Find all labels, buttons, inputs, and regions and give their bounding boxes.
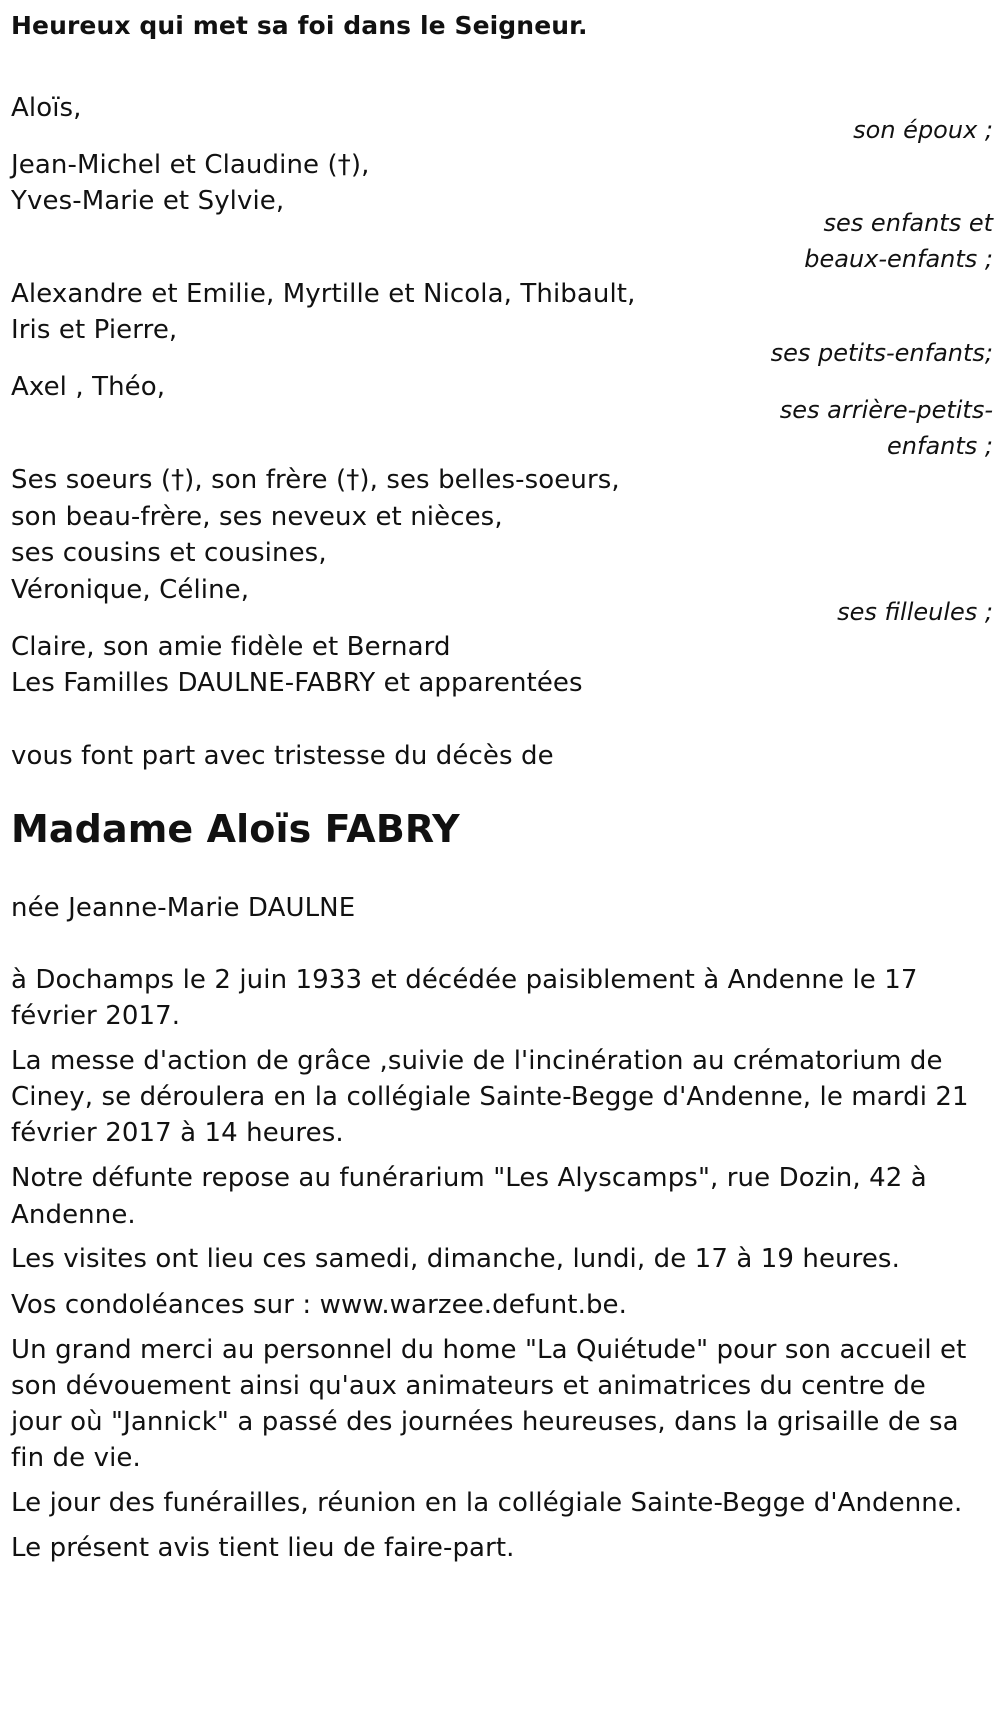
children-line-1: Jean-Michel et Claudine (†), [11,150,370,180]
motto: Heureux qui met sa foi dans le Seigneur. [11,11,588,40]
thanks-line-4: fin de vie. [11,1443,141,1473]
mass-line-1: La messe d'action de grâce ,suivie de l'incinération au crématorium de [11,1046,943,1076]
thanks-line-2: son dévouement ainsi qu'aux animateurs et animatrices du centre de [11,1371,926,1401]
visits-line: Les visites ont lieu ces samedi, dimanche, lundi, de 17 à 19 heures. [11,1244,900,1274]
siblings-line-3: ses cousins et cousines, [11,538,327,568]
grandchildren-line-1: Alexandre et Emilie, Myrtille et Nicola, Thibault, [11,279,636,309]
grandchildren-role: ses petits-enfants; [770,339,993,367]
condolences-line: Vos condoléances sur : www.warzee.defunt.be. [11,1290,628,1320]
families-line: Les Familles DAULNE-FABRY et apparentées [11,668,583,698]
siblings-line-2: son beau-frère, ses neveux et nièces, [11,502,503,532]
birth-name: née Jeanne-Marie DAULNE [11,893,356,923]
funeral-line: Le jour des funérailles, réunion en la collégiale Sainte-Begge d'Andenne. [11,1488,963,1518]
siblings-line-1: Ses soeurs (†), son frère (†), ses belles-soeurs, [11,465,620,495]
children-role-line-2: beaux-enfants ; [804,245,993,273]
birth-death-line-1: à Dochamps le 2 juin 1933 et décédée paisiblement à Andenne le 17 [11,965,918,995]
rest-line-1: Notre défunte repose au funérarium "Les Alyscamps", rue Dozin, 42 à [11,1163,927,1193]
spouse-role: son époux ; [853,116,993,144]
thanks-line-3: jour où "Jannick" a passé des journées heureuses, dans la grisaille de sa [11,1407,959,1437]
deceased-name: Madame Aloïs FABRY [11,807,460,851]
mass-line-3: février 2017 à 14 heures. [11,1118,344,1148]
goddaughters-role: ses filleules ; [837,598,993,626]
siblings-line-4: Véronique, Céline, [11,575,250,605]
children-role-line-1: ses enfants et [823,209,993,237]
grandchildren-line-2: Iris et Pierre, [11,315,178,345]
great-grandchildren-line: Axel , Théo, [11,372,166,402]
great-grandchildren-role-line-1: ses arrière-petits- [779,396,993,424]
children-line-2: Yves-Marie et Sylvie, [11,186,285,216]
friend-line: Claire, son amie fidèle et Bernard [11,632,451,662]
notice-line: Le présent avis tient lieu de faire-part. [11,1533,515,1563]
rest-line-2: Andenne. [11,1200,136,1230]
obituary-notice [11,0,993,1730]
birth-death-line-2: février 2017. [11,1001,181,1031]
spouse-name: Aloïs, [11,93,82,123]
announcement-line: vous font part avec tristesse du décès de [11,741,554,771]
thanks-line-1: Un grand merci au personnel du home "La Quiétude" pour son accueil et [11,1335,967,1365]
great-grandchildren-role-line-2: enfants ; [887,432,993,460]
mass-line-2: Ciney, se déroulera en la collégiale Sainte-Begge d'Andenne, le mardi 21 [11,1082,969,1112]
